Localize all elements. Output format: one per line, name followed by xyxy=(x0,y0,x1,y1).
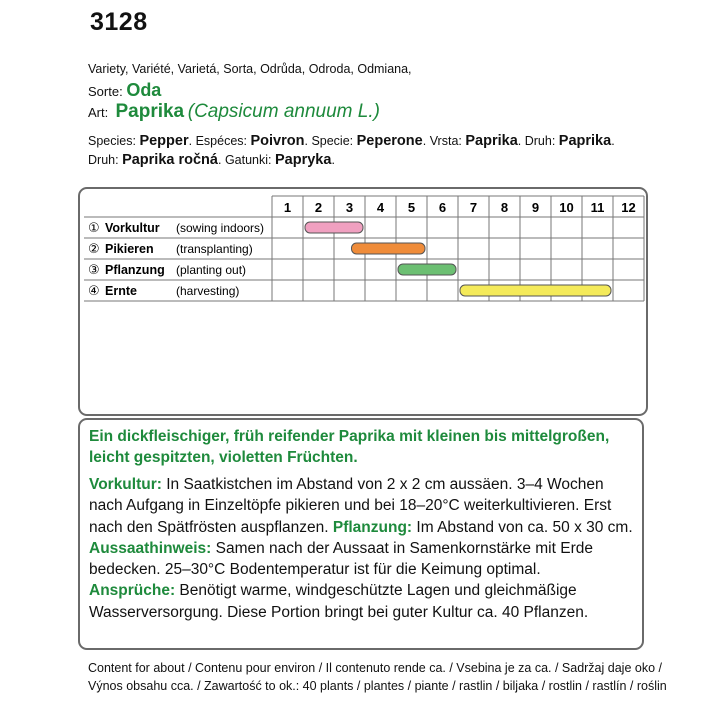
stage-bar xyxy=(398,264,456,275)
product-code: 3128 xyxy=(90,8,148,36)
month-label: 7 xyxy=(469,200,478,215)
calendar-grid xyxy=(80,189,646,414)
species-label: Species: xyxy=(88,134,136,148)
species-value: Paprika ročná xyxy=(122,152,218,168)
month-label: 2 xyxy=(314,200,323,215)
species-line: Species: Pepper. Espéces: Poivron. Specie: Peperone. Vrsta: Paprika. Druh: Paprika. xyxy=(88,133,615,149)
section-heading: Ansprüche: xyxy=(89,582,176,600)
section-text: In Saatkistchen im Abstand von 2 x 2 cm aussäen. 3–4 Wochen nach Aufgang in Einzeltöpfe pikieren und bei 18–20°C weiterkultivieren. Erst nach den Spätfrösten auspflanzen. xyxy=(89,476,612,536)
species-value: Poivron xyxy=(250,133,305,149)
stage-note: (harvesting) xyxy=(176,284,240,298)
step-number: ① xyxy=(88,221,100,236)
variety-line: Variety, Variété, Varietá, Sorta, Odrůda, Odroda, Odmiana, xyxy=(88,62,412,76)
section-heading: Vorkultur: xyxy=(89,476,162,493)
species-value: Peperone xyxy=(356,133,423,149)
month-label: 9 xyxy=(531,200,540,215)
species-value: Pepper xyxy=(139,133,189,149)
species-label: Specie: xyxy=(311,134,354,148)
month-label: 1 xyxy=(283,200,292,215)
stage-bar xyxy=(460,285,611,296)
species-value: Paprika xyxy=(465,133,518,149)
art-line xyxy=(88,101,380,123)
species-label: Gatunki: xyxy=(224,153,272,167)
section-heading: Pflanzung: xyxy=(332,518,413,536)
instructions xyxy=(89,474,635,623)
stage-bar xyxy=(305,222,363,233)
stage-name: Ernte xyxy=(105,284,137,298)
sorte-label: Sorte: xyxy=(88,84,123,99)
step-number: ③ xyxy=(88,263,100,278)
footer-line: Content for about / Contenu pour environ / Il contenuto rende ca. / Vsebina je za ca. / Sadržaj daje oko / xyxy=(88,661,662,675)
stage-note: (sowing indoors) xyxy=(176,221,265,235)
species-label: Druh: xyxy=(524,134,556,148)
footer-line: Výnos obsahu cca. / Zawartość to ok.: 40 plants / plantes / piante / rastlin / biljaka / rostlin / rastlín / roślin xyxy=(88,679,667,693)
art-label: Art: xyxy=(88,105,109,120)
step-number: ④ xyxy=(88,284,100,299)
section-heading: Aussaathinweis: xyxy=(89,539,212,557)
species-value: Papryka xyxy=(275,152,332,168)
species-value: Paprika xyxy=(558,133,612,149)
section-text: Benötigt warme, windgeschützte Lagen und gleichmäßige Wasserversorgung. Diese Portion bringt bei guter Kultur ca. 40 Pflanzen. xyxy=(89,582,589,621)
growing-calendar xyxy=(78,187,648,416)
month-label: 8 xyxy=(500,200,509,215)
druh-line: Druh: Paprika ročná. Gatunki: Papryka. xyxy=(88,152,335,168)
art-name: Paprika xyxy=(115,101,185,122)
step-number: ② xyxy=(88,242,100,257)
section-text: Samen nach der Aussaat in Samenkornstärke mit Erde bedecken. 25–30°C Bodentemperatur ist für die Keimung optimal. xyxy=(89,539,593,579)
stage-note: (transplanting) xyxy=(176,242,253,256)
description-box xyxy=(78,418,644,650)
month-label: 11 xyxy=(590,200,605,215)
sorte-value: Oda xyxy=(126,80,162,100)
stage-name: Vorkultur xyxy=(105,221,160,235)
stage-name: Pflanzung xyxy=(105,263,165,277)
month-label: 3 xyxy=(345,200,354,215)
stage-note: (planting out) xyxy=(176,263,247,277)
month-label: 6 xyxy=(438,200,447,215)
month-label: 4 xyxy=(376,200,385,215)
section-text: Im Abstand von ca. 50 x 30 cm. xyxy=(412,518,633,536)
month-label: 12 xyxy=(621,200,636,215)
sorte-line xyxy=(88,80,161,101)
species-label: Vrsta: xyxy=(429,134,462,148)
species-label: Espéces: xyxy=(195,134,247,148)
art-latin: (Capsicum annuum L.) xyxy=(187,101,380,122)
month-label: 5 xyxy=(407,200,416,215)
stage-name: Pikieren xyxy=(105,242,154,256)
intro-text: Ein dickfleischiger, früh reifender Paprika mit kleinen bis mittelgroßen, leicht gespitzten, violetten Früchten. xyxy=(89,428,610,466)
stage-bar xyxy=(352,243,426,254)
month-label: 10 xyxy=(559,200,574,215)
species-label: Druh: xyxy=(88,153,119,167)
content-footer xyxy=(88,659,667,695)
